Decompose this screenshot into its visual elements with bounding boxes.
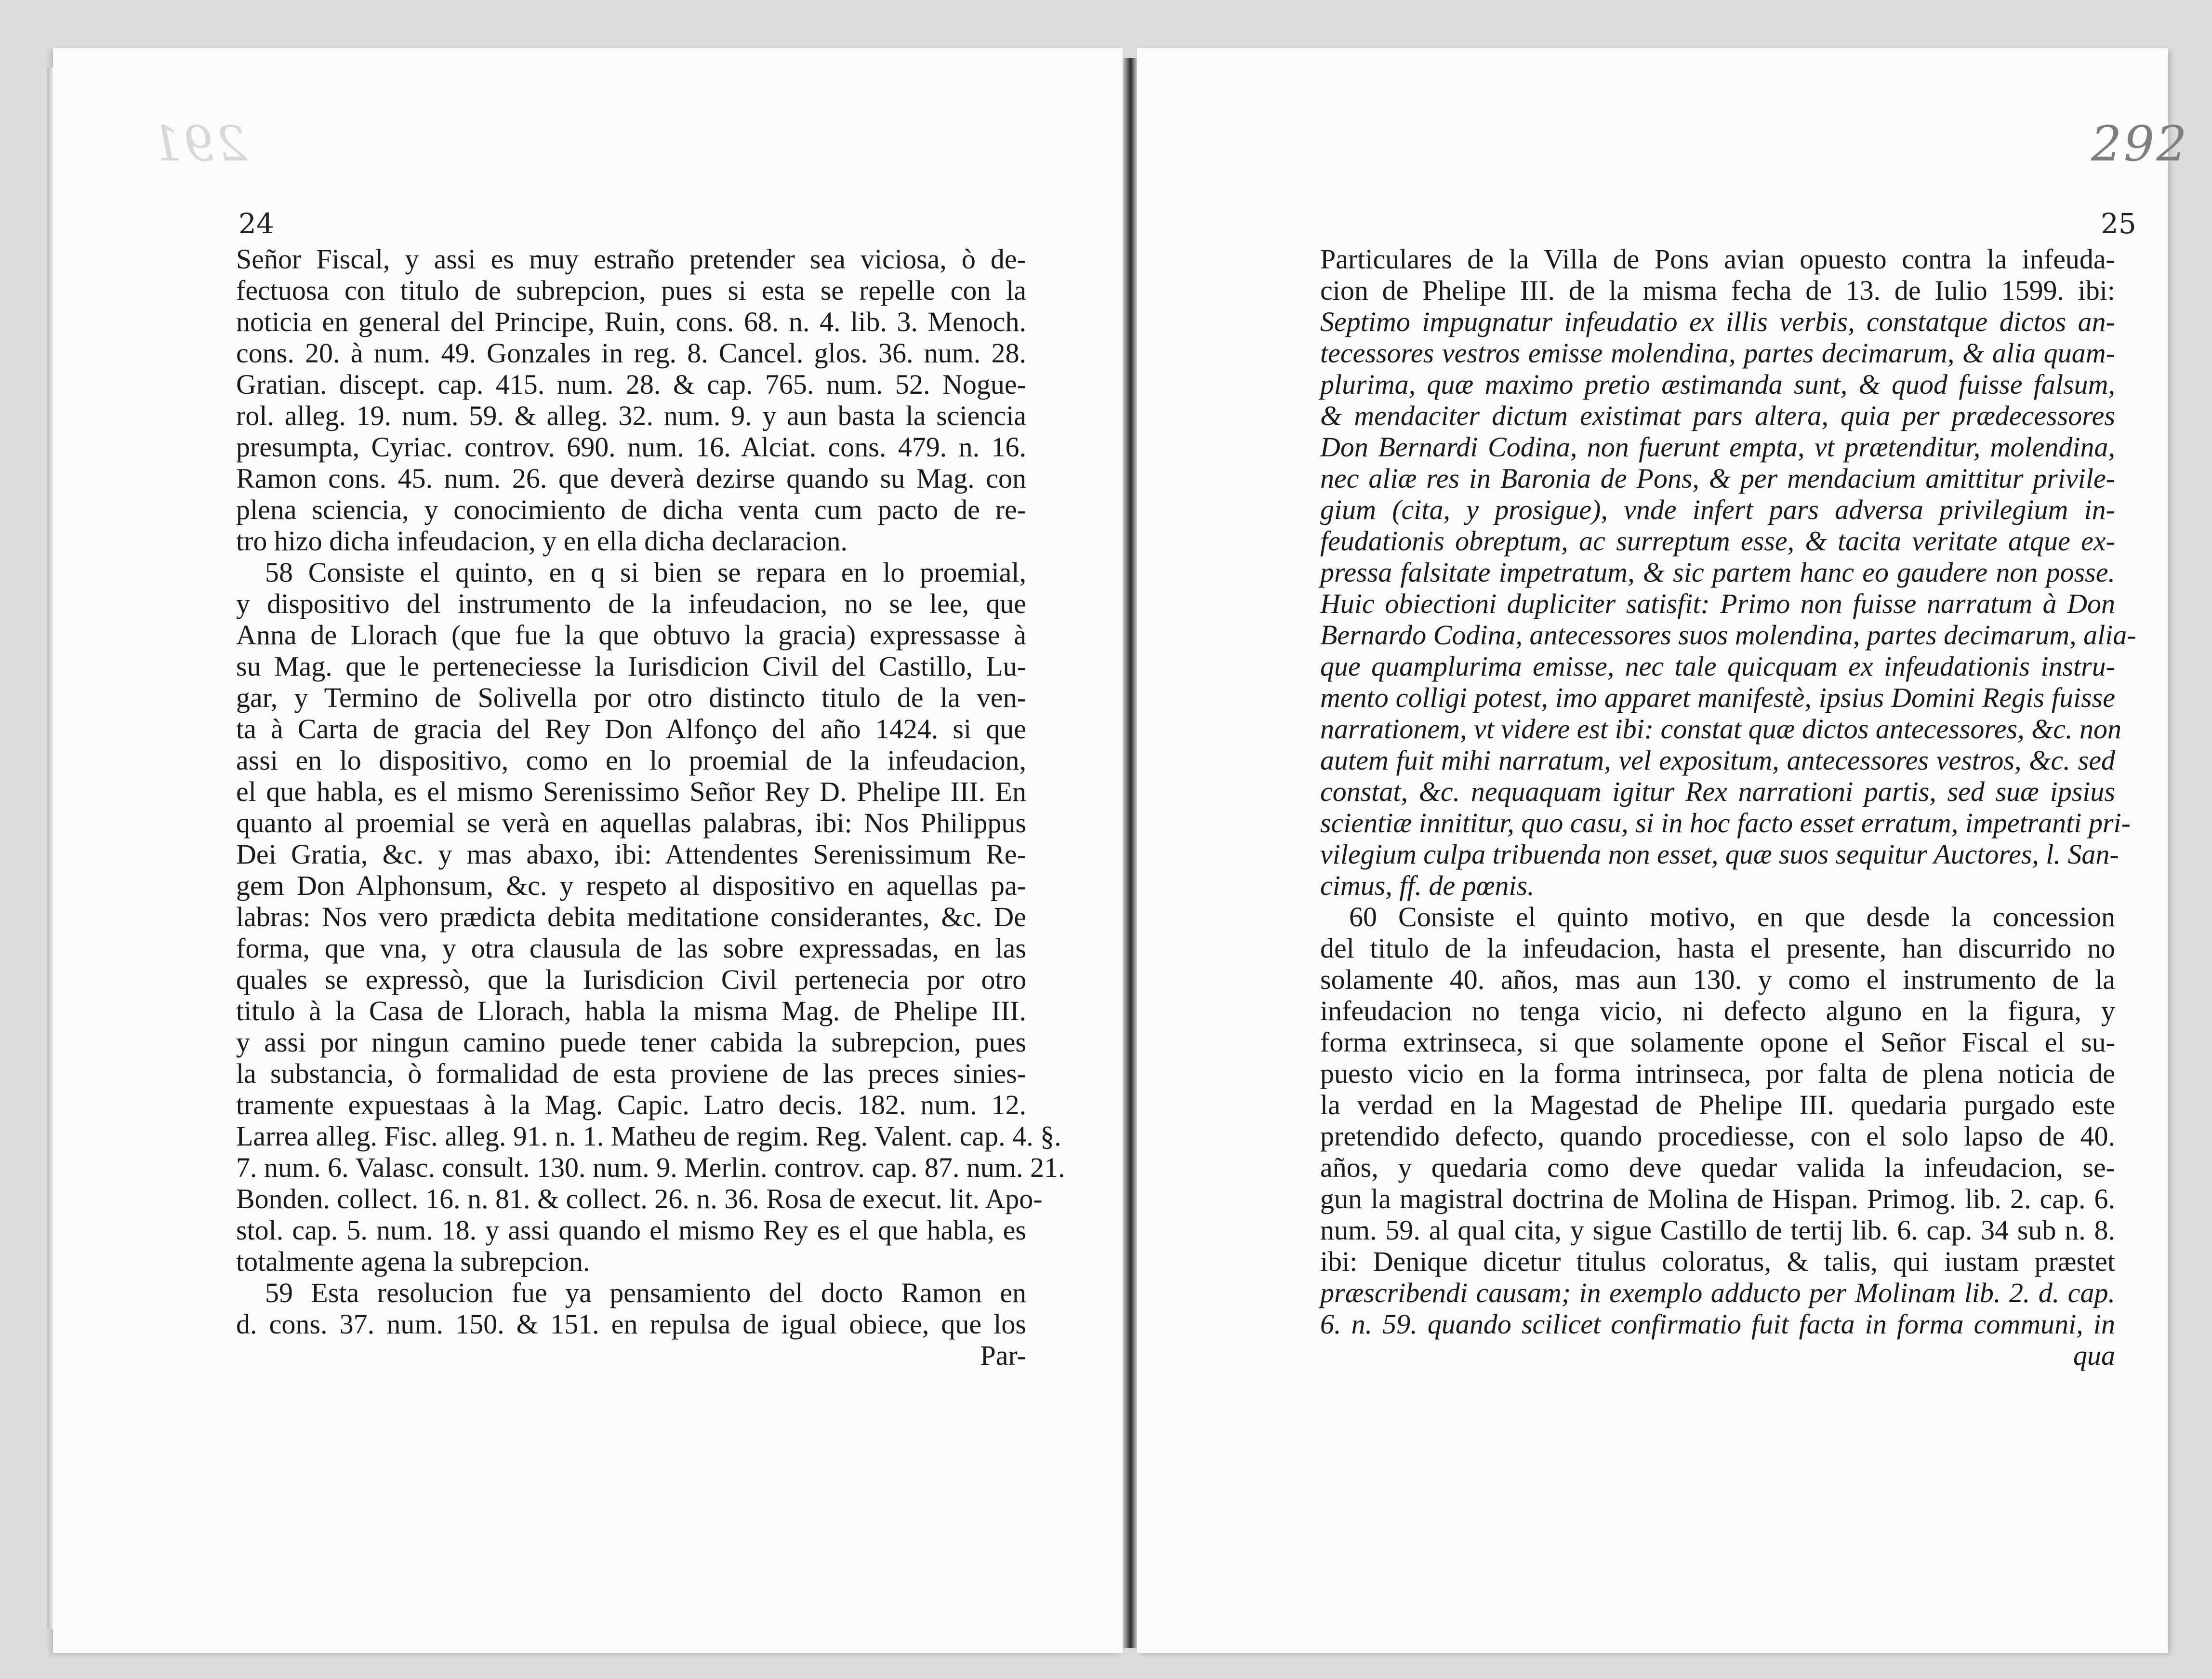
text-line: Dei Gratia, &c. y mas abaxo, ibi: Attendentes Serenissimum Re- bbox=[236, 839, 1026, 870]
text-line: vilegium culpa tribuenda non esset, quæ suos sequitur Auctores, l. San- bbox=[1320, 839, 2119, 870]
text-line: Huic obiectioni dupliciter satisfit: Primo non fuisse narratum à Don bbox=[1320, 588, 2115, 619]
text-line: 60 Consiste el quinto motivo, en que desde la concession bbox=[1349, 901, 2115, 933]
text-line: puesto vicio en la forma intrinseca, por falta de plena noticia de bbox=[1320, 1058, 2115, 1089]
text-line: cimus, ff. de pœnis. bbox=[1320, 870, 1535, 901]
text-line: Particulares de la Villa de Pons avian opuesto contra la infeuda- bbox=[1320, 243, 2115, 275]
text-line: pretendido defecto, quando procediesse, con el solo lapso de 40. bbox=[1320, 1120, 2115, 1152]
text-line: la verdad en la Magestad de Phelipe III. quedaria purgado este bbox=[1320, 1089, 2115, 1120]
text-line: labras: Nos vero prædicta debita meditatione considerantes, &c. De bbox=[236, 901, 1026, 933]
text-line: autem fuit mihi narratum, vel expositum, antecessores vestros, &c. sed bbox=[1320, 745, 2115, 776]
book-gutter bbox=[1123, 58, 1137, 1648]
text-line: Bernardo Codina, antecessores suos molendina, partes decimarum, alia- bbox=[1320, 619, 2136, 651]
right-page bbox=[1137, 48, 2189, 1653]
text-line: gar, y Termino de Solivella por otro distincto titulo de la ven- bbox=[236, 682, 1026, 713]
text-line: 59 Esta resolucion fue ya pensamiento del docto Ramon en bbox=[265, 1277, 1026, 1308]
text-line: que quamplurima emisse, nec tale quicquam ex infeudationis instru- bbox=[1320, 651, 2115, 682]
text-line: Gratian. discept. cap. 415. num. 28. & cap. 765. num. 52. Nogue- bbox=[236, 369, 1026, 400]
left-page-text bbox=[236, 243, 1065, 1371]
text-line: gium (cita, y prosigue), vnde infert pars adversa privilegium in- bbox=[1320, 494, 2115, 525]
text-line: forma extrinseca, si que solamente opone el Señor Fiscal el su- bbox=[1320, 1026, 2115, 1058]
text-line: noticia en general del Principe, Ruin, cons. 68. n. 4. lib. 3. Menoch. bbox=[236, 306, 1026, 337]
page-number-left: 24 bbox=[238, 207, 274, 240]
text-line: 58 Consiste el quinto, en q si bien se repara en lo proemial, bbox=[265, 557, 1026, 588]
text-line: Ramon cons. 45. num. 26. que deverà dezirse quando su Mag. con bbox=[236, 463, 1026, 494]
text-line: del titulo de la infeudacion, hasta el presente, han discurrido no bbox=[1320, 933, 2115, 964]
page-number-right: 25 bbox=[2101, 207, 2136, 240]
text-line: nec aliæ res in Baronia de Pons, & per mendacium amittitur privile- bbox=[1320, 463, 2115, 494]
text-line: quanto al proemial se verà en aquellas palabras, ibi: Nos Philippus bbox=[236, 807, 1026, 839]
text-line: y assi por ningun camino puede tener cabida la subrepcion, pues bbox=[236, 1026, 1026, 1058]
page-edge bbox=[47, 67, 53, 1629]
text-line: la substancia, ò formalidad de esta proviene de las preces sinies- bbox=[236, 1058, 1026, 1089]
text-line: num. 59. al qual cita, y sigue Castillo de tertij lib. 6. cap. 34 sub n. 8. bbox=[1320, 1214, 2115, 1246]
text-line: y dispositivo del instrumento de la infeudacion, no se lee, que bbox=[236, 588, 1026, 619]
text-line: fectuosa con titulo de subrepcion, pues si esta se repelle con la bbox=[236, 275, 1026, 306]
left-page bbox=[53, 48, 1123, 1653]
handwritten-folio-bleedthrough: 291 bbox=[149, 116, 247, 172]
text-line: cons. 20. à num. 49. Gonzales in reg. 8. Cancel. glos. 36. num. 28. bbox=[236, 337, 1026, 369]
text-line: Señor Fiscal, y assi es muy estraño pretender sea viciosa, ò de- bbox=[236, 243, 1026, 275]
text-line: assi en lo dispositivo, como en lo proemial de la infeudacion, bbox=[236, 745, 1026, 776]
text-line: el que habla, es el mismo Serenissimo Señor Rey D. Phelipe III. En bbox=[236, 776, 1026, 807]
text-line: præscribendi causam; in exemplo adducto per Molinam lib. 2. d. cap. bbox=[1320, 1277, 2115, 1308]
text-line: solamente 40. años, mas aun 130. y como el instrumento de la bbox=[1320, 964, 2115, 995]
text-line: Larrea alleg. Fisc. alleg. 91. n. 1. Matheu de regim. Reg. Valent. cap. 4. §. bbox=[236, 1120, 1061, 1152]
text-line: gun la magistral doctrina de Molina de Hispan. Primog. lib. 2. cap. 6. bbox=[1320, 1183, 2115, 1214]
text-line: 6. n. 59. quando scilicet confirmatio fuit facta in forma communi, in bbox=[1320, 1308, 2115, 1340]
text-line: ta à Carta de gracia del Rey Don Alfonço del año 1424. si que bbox=[236, 713, 1026, 745]
text-line: tro hizo dicha infeudacion, y en ella dicha declaracion. bbox=[236, 525, 848, 557]
text-line: forma, que vna, y otra clausula de las sobre expressadas, en las bbox=[236, 933, 1026, 964]
text-line: Anna de Llorach (que fue la que obtuvo la gracia) expressasse à bbox=[236, 619, 1026, 651]
text-line: Don Bernardi Codina, non fuerunt empta, vt prætenditur, molendina, bbox=[1320, 431, 2115, 463]
text-line: Bonden. collect. 16. n. 81. & collect. 26. n. 36. Rosa de execut. lit. Apo- bbox=[236, 1183, 1043, 1214]
text-line: su Mag. que le perteneciesse la Iurisdicion Civil del Castillo, Lu- bbox=[236, 651, 1026, 682]
text-line: cion de Phelipe III. de la misma fecha de 13. de Iulio 1599. ibi: bbox=[1320, 275, 2115, 306]
text-line: Par- bbox=[980, 1340, 1026, 1371]
text-line: infeudacion no tenga vicio, ni defecto alguno en la figura, y bbox=[1320, 995, 2115, 1026]
text-line: scientiæ innititur, quo casu, si in hoc facto esset erratum, impetranti pri- bbox=[1320, 807, 2131, 839]
text-line: presumpta, Cyriac. controv. 690. num. 16. Alciat. cons. 479. n. 16. bbox=[236, 431, 1026, 463]
text-line: tecessores vestros emisse molendina, partes decimarum, & alia quam- bbox=[1320, 337, 2115, 369]
text-line: años, y quedaria como deve quedar valida la infeudacion, se- bbox=[1320, 1152, 2115, 1183]
text-line: plena sciencia, y conocimiento de dicha venta cum pacto de re- bbox=[236, 494, 1026, 525]
text-line: rol. alleg. 19. num. 59. & alleg. 32. num. 9. y aun basta la sciencia bbox=[236, 400, 1026, 431]
text-line: constat, &c. nequaquam igitur Rex narrationi partis, sed suæ ipsius bbox=[1320, 776, 2115, 807]
text-line: tramente expuestaas à la Mag. Capic. Latro decis. 182. num. 12. bbox=[236, 1089, 1026, 1120]
open-book bbox=[53, 48, 2189, 1653]
text-line: d. cons. 37. num. 150. & 151. en repulsa de igual obiece, que los bbox=[236, 1308, 1026, 1340]
text-line: titulo à la Casa de Llorach, habla la misma Mag. de Phelipe III. bbox=[236, 995, 1026, 1026]
text-line: stol. cap. 5. num. 18. y assi quando el mismo Rey es el que habla, es bbox=[236, 1214, 1026, 1246]
handwritten-folio: 292 bbox=[2091, 116, 2189, 172]
text-line: & mendaciter dictum existimat pars altera, quia per prædecessores bbox=[1320, 400, 2115, 431]
text-line: 7. num. 6. Valasc. consult. 130. num. 9. Merlin. controv. cap. 87. num. 21. bbox=[236, 1152, 1065, 1183]
text-line: qua bbox=[2073, 1340, 2115, 1371]
text-line: plurima, quæ maximo pretio æstimanda sunt, & quod fuisse falsum, bbox=[1320, 369, 2115, 400]
text-line: mento colligi potest, imo apparet manifestè, ipsius Domini Regis fuisse bbox=[1320, 682, 2115, 713]
text-line: pressa falsitate impetratum, & sic partem hanc eo gaudere non posse. bbox=[1320, 557, 2115, 588]
text-line: gem Don Alphonsum, &c. y respeto al dispositivo en aquellas pa- bbox=[236, 870, 1026, 901]
text-line: Septimo impugnatur infeudatio ex illis verbis, constatque dictos an- bbox=[1320, 306, 2115, 337]
text-line: totalmente agena la subrepcion. bbox=[236, 1246, 590, 1277]
text-line: narrationem, vt videre est ibi: constat quæ dictos antecessores, &c. non bbox=[1320, 713, 2121, 745]
text-line: feudationis obreptum, ac surreptum esse, & tacita veritate atque ex- bbox=[1320, 525, 2115, 557]
text-line: ibi: Denique dicetur titulus coloratus, & talis, qui iustam præstet bbox=[1320, 1246, 2115, 1277]
right-page-text bbox=[1320, 243, 2136, 1371]
text-line: quales se expressò, que la Iurisdicion Civil pertenecia por otro bbox=[236, 964, 1026, 995]
